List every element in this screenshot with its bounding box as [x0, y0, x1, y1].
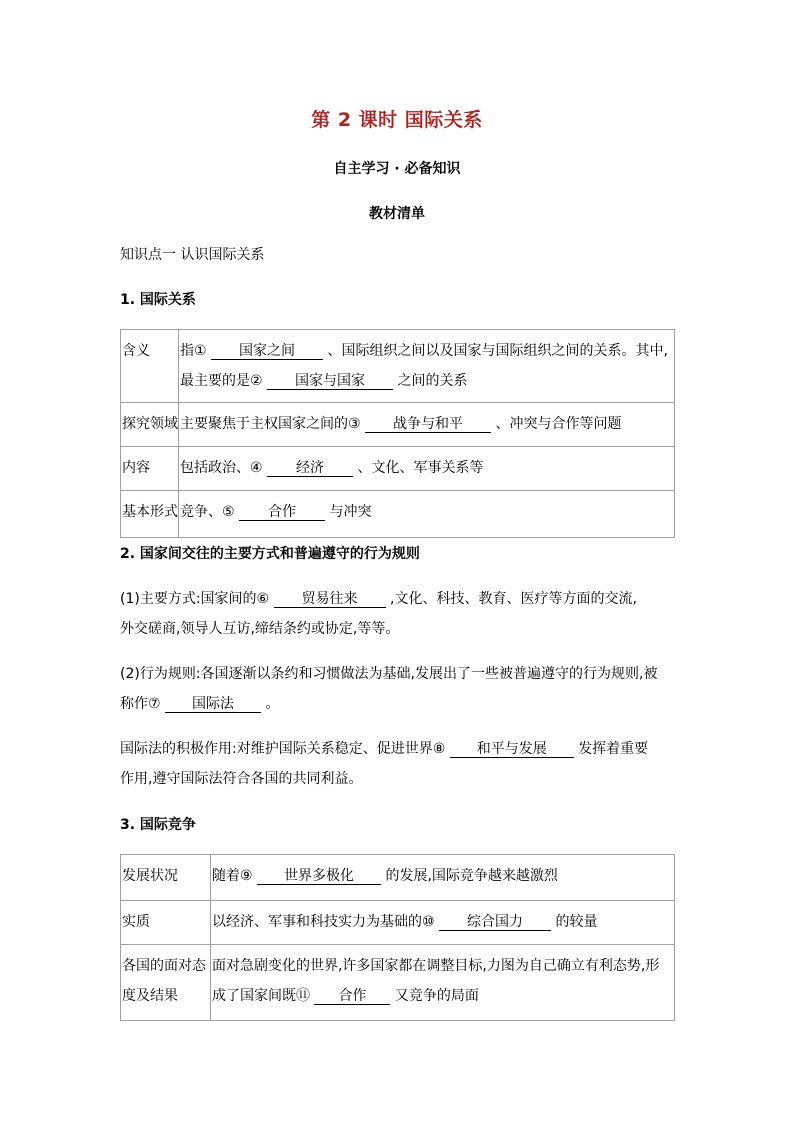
paragraph-law-role: [120, 734, 680, 764]
row-key: 探究领域: [121, 403, 179, 447]
row-value: [179, 403, 675, 447]
text-segment: 最主要的是②: [180, 373, 263, 389]
text-segment: 随着⑨: [211, 868, 253, 884]
table-row: [121, 491, 675, 538]
table-row: [121, 855, 675, 901]
answer-blank: 战争与和平: [365, 416, 491, 433]
table-row: [121, 447, 675, 491]
text-segment: 度及结果: [122, 988, 178, 1004]
international-relations-table: [120, 329, 675, 538]
row-key: [121, 945, 211, 1021]
row-value: [210, 901, 674, 945]
part3-heading: 3. 国际竞争: [120, 817, 196, 833]
answer-blank: 贸易往来: [274, 591, 386, 608]
answer-blank: 国家之间: [211, 343, 323, 360]
knowledge-point-heading: 知识点一 认识国际关系: [120, 247, 265, 263]
row-key: 基本形式: [121, 491, 179, 538]
text-segment: 成了国家间既⑪: [211, 988, 310, 1004]
text-segment: 面对急剧变化的世界,许多国家都在调整目标,力图为自己确立有利态势,形: [211, 958, 660, 974]
international-competition-table: [120, 854, 675, 1021]
row-value: [210, 855, 674, 901]
text-segment: 发挥着重要: [578, 741, 649, 757]
row-value: [179, 330, 675, 403]
answer-blank: 国际法: [165, 696, 261, 713]
answer-blank: 综合国力: [439, 914, 551, 931]
text-segment: 又竞争的局面: [394, 988, 479, 1004]
answer-blank: 合作: [314, 988, 390, 1005]
text-segment: 以经济、军事和科技实力为基础的⑩: [211, 914, 435, 930]
text-segment: 之间的关系: [397, 373, 468, 389]
lesson-title: 第 2 课时 国际关系: [311, 109, 483, 131]
table-row: [121, 945, 675, 1021]
answer-blank: 世界多极化: [257, 868, 381, 885]
part1-heading: 1. 国际关系: [120, 292, 196, 308]
text-segment: 指①: [180, 343, 207, 359]
answer-blank: 国家与国家: [267, 373, 393, 390]
table-row: [121, 403, 675, 447]
row-value: [179, 491, 675, 538]
section-heading: 自主学习 · 必备知识: [333, 161, 461, 177]
answer-blank: 合作: [239, 504, 325, 521]
answer-blank: 和平与发展: [450, 741, 574, 758]
text-segment: 。: [265, 696, 280, 712]
paragraph-rules-cont: [120, 689, 680, 719]
paragraph-rules: (2)行为规则:各国逐渐以条约和习惯做法为基础,发展出了一些被普遍遵守的行为规则,被: [120, 666, 658, 682]
table-row: [121, 330, 675, 403]
text-segment: 称作⑦: [120, 696, 161, 712]
text-segment: 的较量: [555, 914, 598, 930]
answer-blank: 经济: [267, 460, 353, 477]
part2-heading: 2. 国家间交往的主要方式和普遍遵守的行为规则: [120, 546, 420, 562]
paragraph-law-role-cont: 作用,遵守国际法符合各国的共同利益。: [120, 771, 363, 787]
text-segment: 竞争、⑤: [180, 504, 235, 520]
text-segment: ,文化、科技、教育、医疗等方面的交流,: [390, 591, 637, 607]
text-segment: 国际法的积极作用:对维护国际关系稳定、促进世界⑧: [120, 741, 446, 757]
text-segment: (1)主要方式:国家间的⑥: [120, 591, 270, 607]
row-key: 含义: [121, 330, 179, 403]
row-key: 内容: [121, 447, 179, 491]
text-segment: 包括政治、④: [180, 460, 263, 476]
table-row: [121, 901, 675, 945]
text-segment: 的发展,国际竞争越来越激烈: [385, 868, 558, 884]
text-segment: 与冲突: [329, 504, 372, 520]
row-value: [179, 447, 675, 491]
paragraph-main-methods: [120, 584, 680, 614]
row-value: [210, 945, 674, 1021]
subsection-heading: 教材清单: [369, 206, 425, 222]
text-segment: 主要聚焦于主权国家之间的③: [180, 416, 361, 432]
text-segment: 、冲突与合作等问题: [495, 416, 622, 432]
text-segment: 各国的面对态: [122, 958, 206, 974]
text-segment: 、国际组织之间以及国家与国际组织之间的关系。其中,: [327, 343, 668, 359]
text-segment: 、文化、军事关系等: [357, 460, 484, 476]
row-key: 发展状况: [121, 855, 211, 901]
row-key: 实质: [121, 901, 211, 945]
paragraph-main-methods-cont: 外交磋商,领导人互访,缔结条约或协定,等等。: [120, 621, 400, 637]
